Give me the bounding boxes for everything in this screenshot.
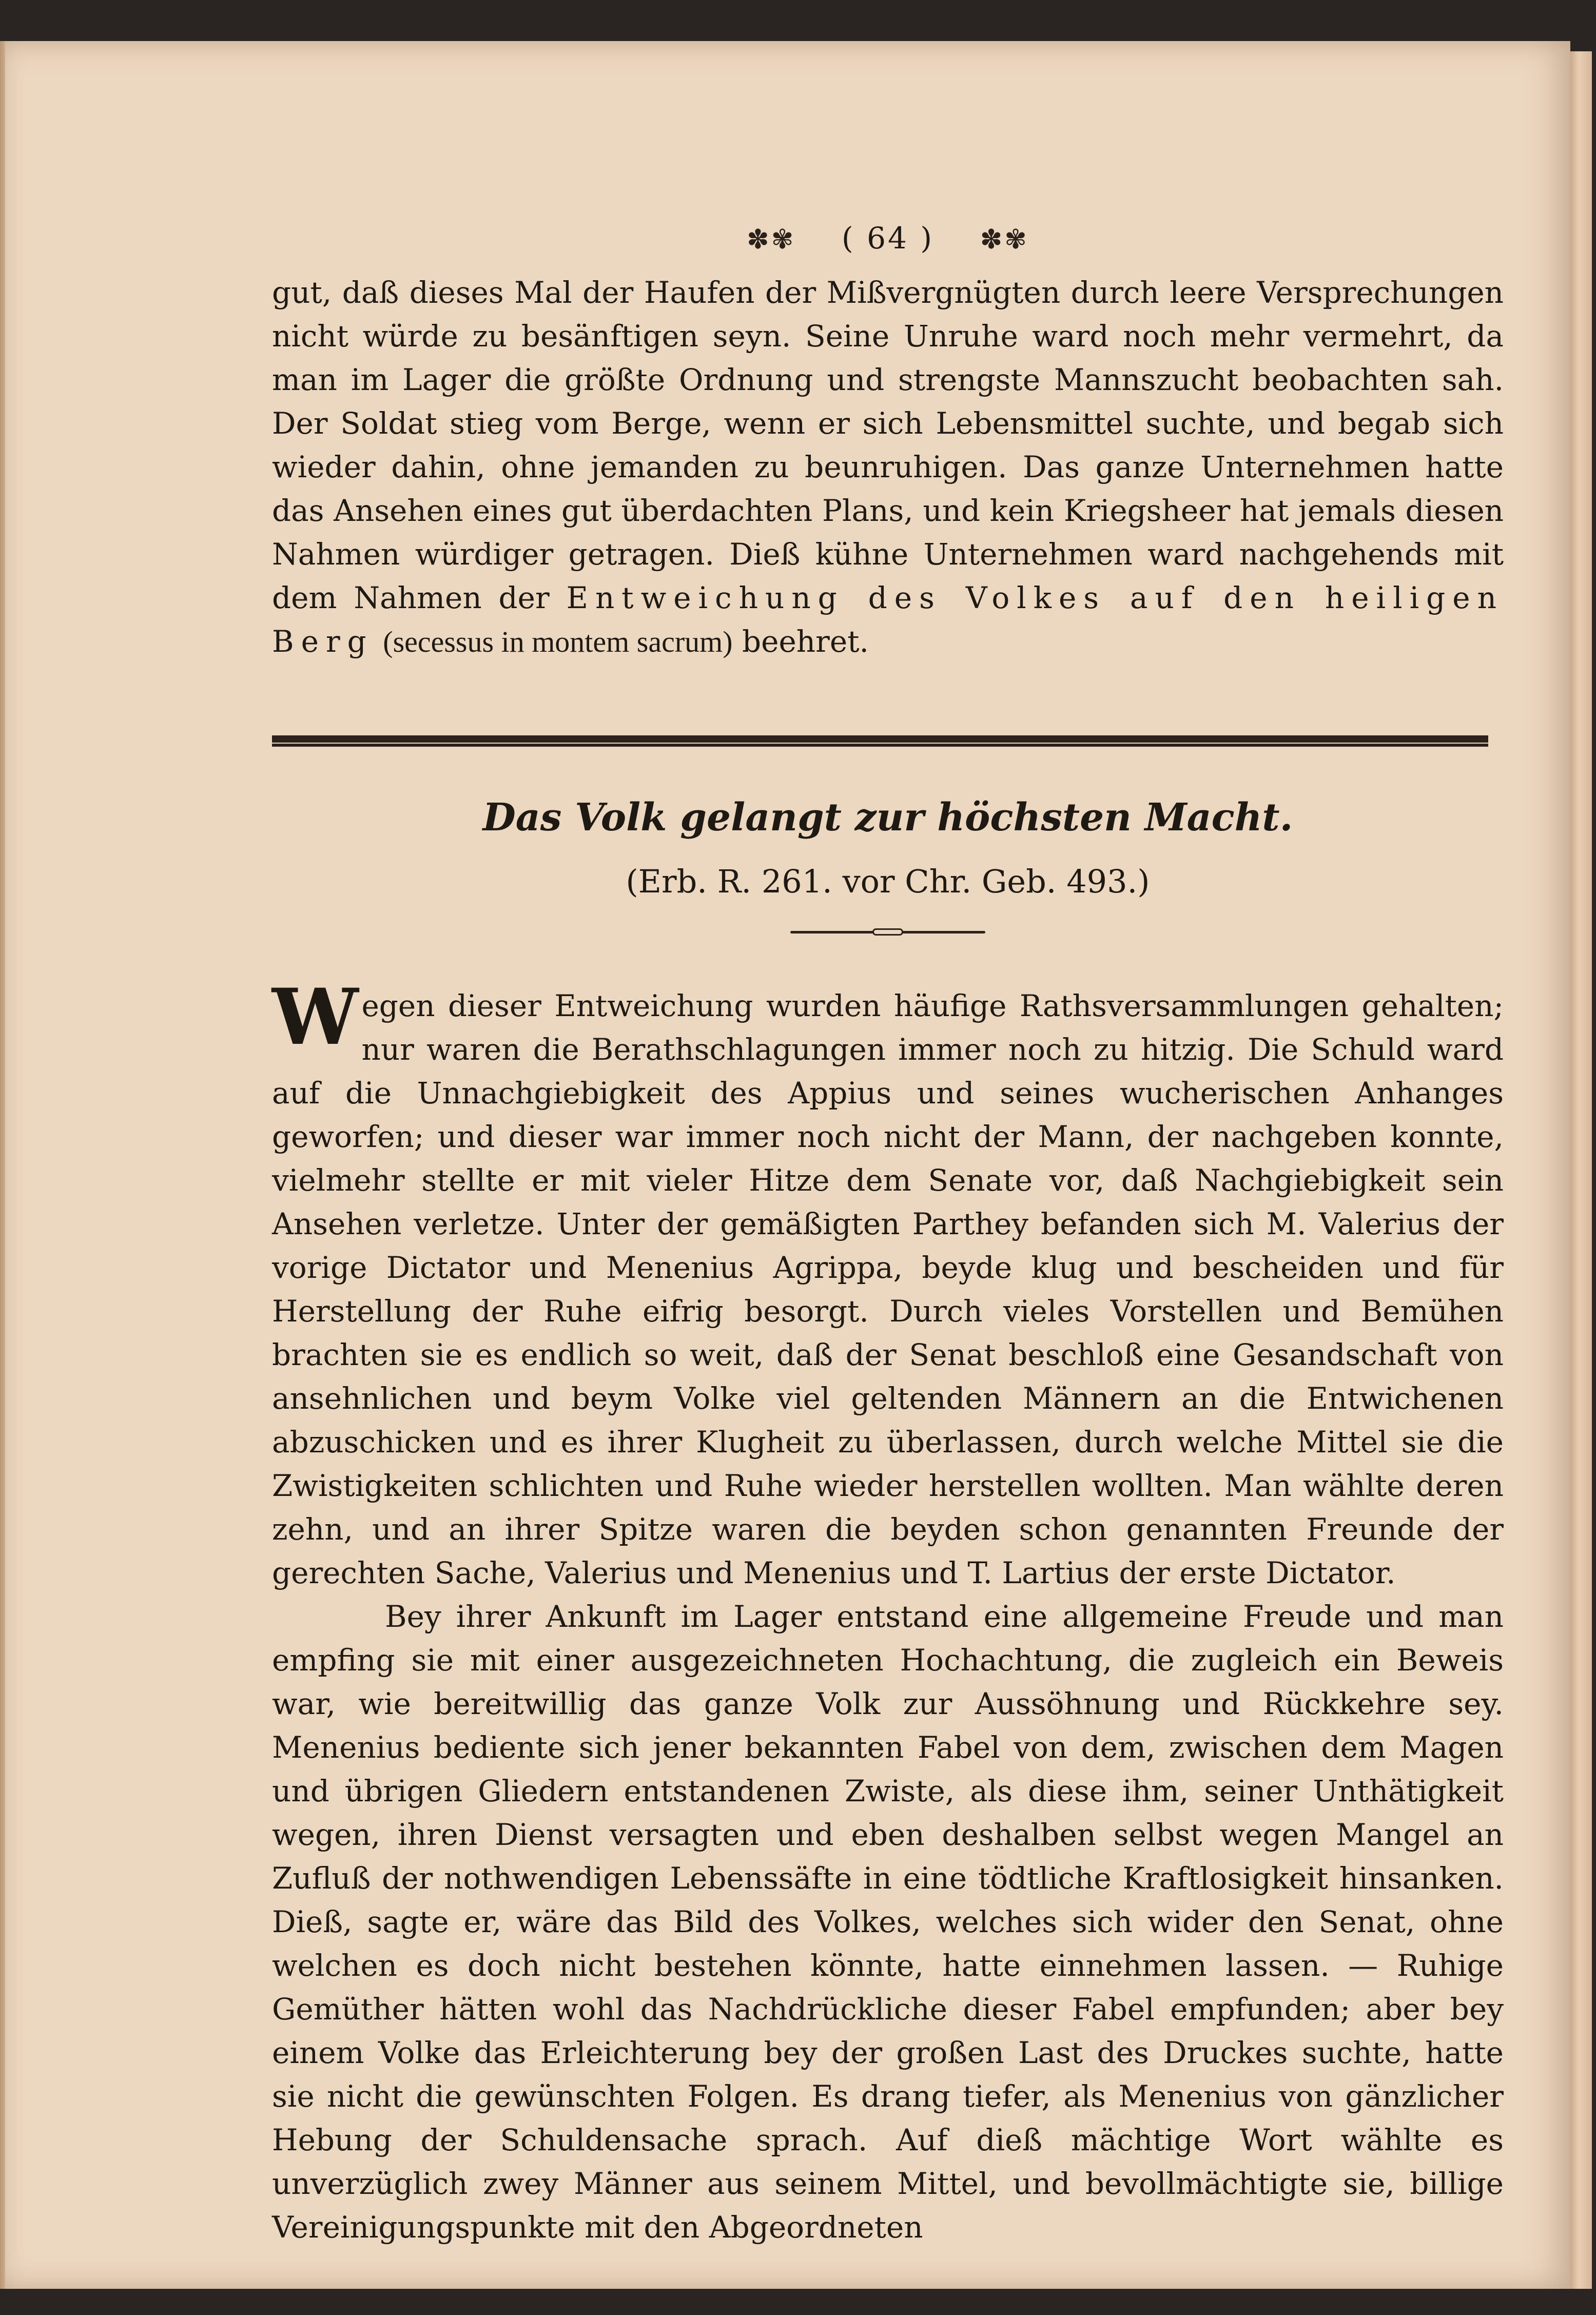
top-paragraph	[272, 271, 1504, 664]
paragraph-2: Bey ihrer Ankunft im Lager entstand eine allgemeine Freude und man empfing sie mit einer ausgezeichneten Hochachtung, die zugleich ein Beweis war, wie bereitwillig das ganze Volk zur Aussöhnung und Rückkehre sey. Menenius bediente sich jener bekannten Fabel von dem, zwischen dem Magen und übrigen Gliedern entstandenen Zwiste, als diese ihm, seiner Unthätigkeit wegen, ihren Dienst versagten und eben deshalben selbst wegen Mangel an Zufluß der nothwendigen Lebenssäfte in eine tödtliche Kraftlosigkeit hinsanken. Dieß, sagte er, wäre das Bild des Volkes, welches sich wider den Senat, ohne welchen es doch nicht bestehen könnte, hatte einnehmen lassen. — Ruhige Gemüther hätten wohl das Nachdrückliche dieser Fabel empfunden; aber bey einem Volke das Erleichterung bey der großen Last des Druckes suchte, hatte sie nicht die gewünschten Folgen. Es drang tiefer, als Menenius von gänzlicher Hebung der Schuldensache sprach. Auf dieß mächtige Wort wählte es unverzüglich zwey Männer aus seinem Mittel, und bevollmächtigte sie, billige Vereinigungspunkte mit den Abgeordneten	[272, 1599, 1504, 2245]
ornamental-rule	[790, 928, 985, 936]
paragraph-1-text: egen dieser Entweichung wurden häufige Rathsversammlungen gehalten; nur waren die Berathschlagungen immer noch zu hitzig. Die Schuld ward auf die Unnachgiebigkeit des Appius und seines wucherischen Anhanges geworfen; und dieser war immer noch nicht der Mann, der nachgeben konnte, vielmehr stellte er mit vieler Hitze dem Senate vor, daß Nachgiebigkeit sein Ansehen verletze. Unter der gemäßigten Parthey befanden sich M. Valerius der vorige Dictator und Menenius Agrippa, beyde klug und bescheiden und für Herstellung der Ruhe eifrig besorgt. Durch vieles Vorstellen und Bemühen brachten sie es endlich so weit, daß der Senat beschloß eine Gesandschaft von ansehnlichen und beym Volke viel geltenden Männern an die Entwichenen abzuschicken und es ihrer Klugheit zu überlassen, durch welche Mittel sie die Zwistigkeiten schlichten und Ruhe wieder herstellen wollten. Man wählte deren zehn, und an ihrer Spitze waren die beyden schon genannten Freunde der gerechten Sache, Valerius und Menenius und T. Lartius der erste Dictator.	[272, 988, 1504, 1590]
page-content	[272, 221, 1504, 2249]
top-paragraph-text: gut, daß dieses Mal der Haufen der Mißvergnügten durch leere Versprechungen nicht würde zu besänftigen seyn. Seine Unruhe ward noch mehr vermehrt, da man im Lager die größte Ordnung und strengste Mannszucht beobachten sah. Der Soldat stieg vom Berge, wenn er sich Lebensmittel suchte, und begab sich wieder dahin, ohne jemanden zu beunruhigen. Das ganze Unternehmen hatte das Ansehen eines gut überdachten Plans, und kein Kriegsheer hat jemals diesen Nahmen würdiger getragen. Dieß kühne Unternehmen ward nachgehends mit dem Nahmen der	[272, 275, 1504, 615]
latin-phrase: (secessus in montem sacrum)	[383, 625, 733, 658]
section-title: Das Volk gelangt zur höchsten Macht.	[482, 795, 1293, 840]
ornament-left-icon: ✽✾	[747, 224, 796, 255]
top-paragraph-end: beehret.	[732, 624, 869, 659]
paragraph-1	[272, 972, 1504, 1595]
section-divider	[272, 735, 1488, 747]
spaced-phrase: Entweichung des Volkes auf den heiligen Berg	[272, 580, 1504, 659]
page-edge	[1570, 51, 1592, 2289]
section-subtitle: (Erb. R. 261. vor Chr. Geb. 493.)	[626, 863, 1150, 900]
page-number: ( 64 )	[842, 221, 934, 256]
page-header	[272, 221, 1504, 256]
ornament-right-icon: ✽✾	[980, 224, 1029, 255]
drop-cap: W	[272, 972, 359, 1062]
